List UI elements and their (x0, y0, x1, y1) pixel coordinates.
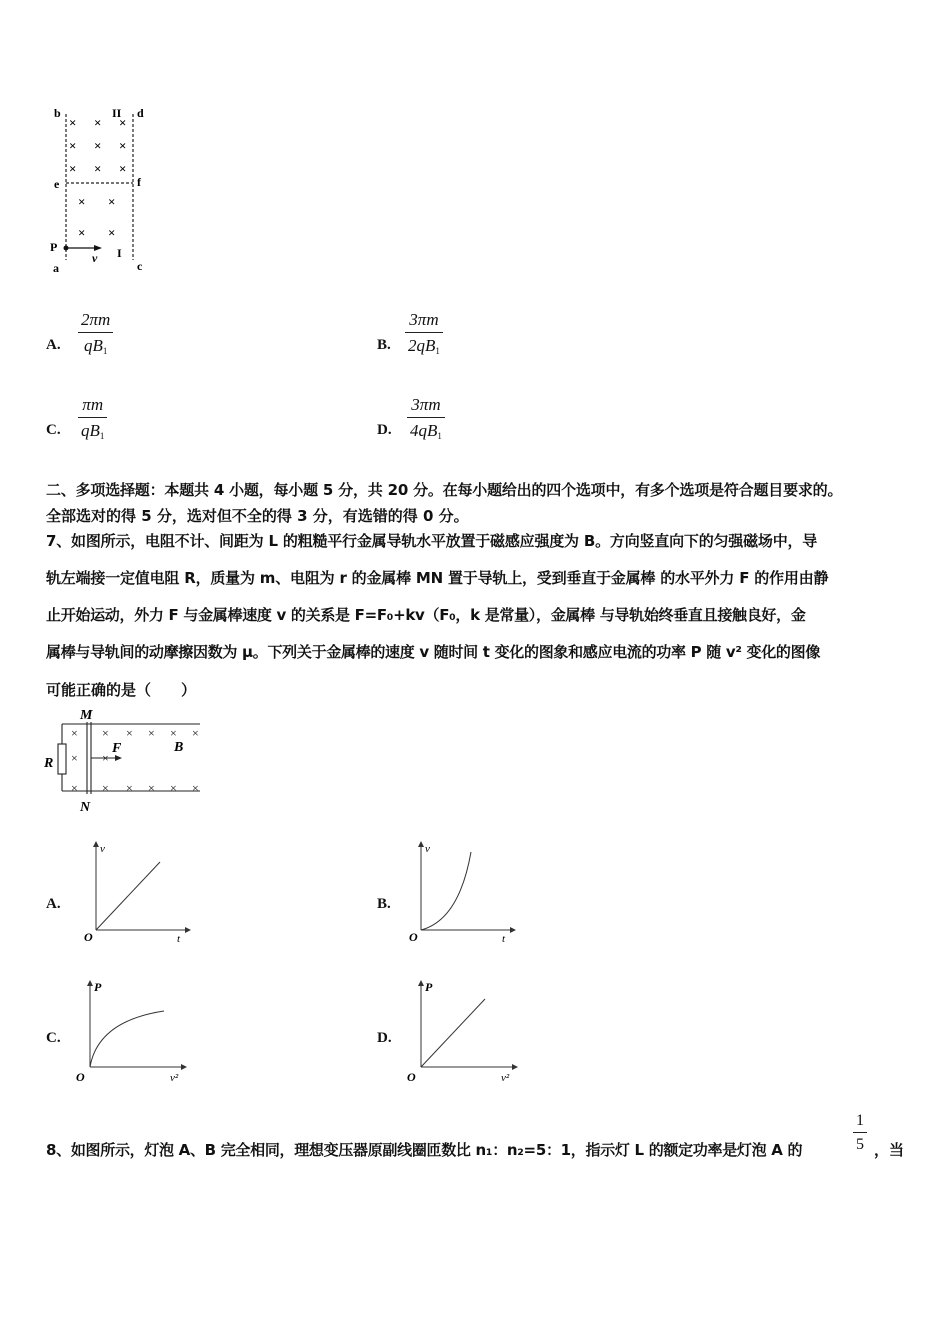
field-cross-icon: × (78, 194, 86, 209)
q7-option-c[interactable] (46, 975, 206, 1087)
field-cross-icon: × (71, 781, 78, 795)
fraction-numerator: πm (78, 395, 107, 418)
field-cross-icon: × (119, 115, 127, 130)
graph-v-t-curve (401, 838, 521, 948)
option-fraction (405, 310, 443, 356)
field-cross-icon: × (102, 781, 109, 795)
field-cross-icon: × (119, 161, 127, 176)
field-cross-icon: × (69, 161, 77, 176)
field-cross-icon: × (69, 115, 77, 130)
q7-line2: 轨左端接一定值电阻 R，质量为 m、电阻为 r 的金属棒 MN 置于导轨上，受到垂直于金属棒 的水平外力 F 的作用由静 (46, 569, 829, 587)
q7-option-b[interactable] (377, 838, 537, 948)
field-cross-icon: × (170, 781, 177, 795)
origin-label: O (84, 930, 93, 944)
label-II: II (112, 106, 122, 120)
option-letter: D. (377, 1030, 392, 1046)
axis-x-label: v² (170, 1072, 179, 1084)
q7-option-d[interactable] (377, 975, 537, 1087)
axis-x-label: t (177, 933, 181, 945)
field-cross-icon: × (69, 138, 77, 153)
option-letter: D. (377, 422, 392, 438)
label-M: M (80, 708, 93, 723)
label-N: N (80, 800, 91, 814)
field-cross-icon: × (108, 194, 116, 209)
field-cross-icon: × (126, 781, 133, 795)
figure-magnetic-region (44, 100, 164, 280)
label-v: v (92, 251, 98, 265)
field-cross-icon: × (192, 781, 199, 795)
fraction-numerator: 3πm (407, 395, 445, 418)
section2-line1: 二、多项选择题：本题共 4 小题，每小题 5 分，共 20 分。在每小题给出的四个选项中，有多个选项是符合题目要求的。 (46, 481, 843, 499)
option-fraction (407, 395, 445, 441)
option-letter: C. (46, 1030, 61, 1046)
fraction-denominator: 5 (856, 1136, 864, 1153)
field-cross-icon: × (94, 115, 102, 130)
label-F: F (112, 741, 122, 756)
field-cross-icon: × (94, 138, 102, 153)
label-b: b (54, 106, 61, 120)
graph-p-v2-curve (72, 975, 192, 1087)
label-c: c (137, 259, 143, 273)
fraction-numerator: 1 (853, 1112, 867, 1133)
q7-line3: 止开始运动，外力 F 与金属棒速度 v 的关系是 F=F₀+kv（F₀，k 是常量），金属棒 与导轨始终垂直且接触良好，金 (46, 606, 806, 624)
field-cross-icon: × (94, 161, 102, 176)
q7-option-a[interactable] (46, 838, 206, 948)
field-cross-icon: × (148, 781, 155, 795)
q8-tail: ，当 (874, 1141, 905, 1159)
option-letter: B. (377, 896, 391, 912)
origin-label: O (407, 1070, 416, 1084)
q7-line4: 属棒与导轨间的动摩擦因数为 μ。下列关于金属棒的速度 v 随时间 t 变化的图象和感应电流的功率 P 随 v² 变化的图像 (46, 643, 821, 661)
fraction-numerator: 2πm (78, 310, 113, 333)
label-f: f (137, 175, 141, 189)
label-a: a (53, 261, 59, 275)
axis-y-label: P (94, 980, 102, 994)
field-cross-icon: × (108, 225, 116, 240)
option-letter: B. (377, 337, 391, 353)
fraction-denominator: $qB_1$ (83, 336, 108, 356)
field-cross-icon: × (119, 138, 127, 153)
option-letter: A. (46, 337, 61, 353)
label-R: R (44, 756, 54, 771)
axis-y-label: v (425, 843, 430, 855)
axis-x-label: v² (501, 1072, 510, 1084)
axis-y-label: v (100, 843, 105, 855)
origin-label: O (409, 930, 418, 944)
fraction-denominator: $2qB_1$ (408, 336, 440, 356)
q7-line5: 可能正确的是（ ） (46, 681, 197, 699)
fraction-denominator: $qB_1$ (81, 421, 105, 441)
q7-line1: 7、如图所示，电阻不计、间距为 L 的粗糙平行金属导轨水平放置于磁感应强度为 B。方向竖直向下的匀强磁场中，导 (46, 532, 818, 550)
option-letter: C. (46, 422, 61, 438)
graph-curve (90, 1011, 164, 1067)
q8-fraction (853, 1112, 867, 1154)
field-cross-icon: × (102, 726, 109, 740)
fraction-numerator: 3πm (405, 310, 443, 333)
label-B: B (174, 740, 184, 755)
field-cross-icon: × (192, 726, 199, 740)
field-cross-icon: × (170, 726, 177, 740)
graph-line (421, 999, 485, 1067)
field-cross-icon: × (148, 726, 155, 740)
graph-curve (421, 852, 471, 930)
section2-line2: 全部选对的得 5 分，选对但不全的得 3 分，有选错的得 0 分。 (46, 507, 469, 525)
field-cross-icon: × (71, 751, 78, 765)
axis-x-label: t (502, 933, 506, 945)
figure-rails-resistor (40, 704, 210, 814)
axis-y-label: P (425, 980, 433, 994)
field-cross-icon: × (71, 726, 78, 740)
label-P: P (50, 240, 58, 254)
q8-line1: 8、如图所示，灯泡 A、B 完全相同，理想变压器原副线圈匝数比 n₁：n₂=5：1，指示灯 L 的额定功率是灯泡 A 的 (46, 1141, 803, 1159)
option-fraction (78, 310, 113, 356)
label-I: I (117, 246, 122, 260)
label-e: e (54, 177, 60, 191)
fraction-denominator: $4qB_1$ (410, 421, 442, 441)
graph-p-v2-linear (403, 975, 523, 1087)
graph-line (96, 862, 160, 930)
field-cross-icon: × (78, 225, 86, 240)
option-fraction (78, 395, 107, 441)
option-letter: A. (46, 896, 61, 912)
field-cross-icon: × (102, 751, 109, 765)
field-cross-icon: × (126, 726, 133, 740)
graph-v-t-linear (76, 838, 196, 948)
origin-label: O (76, 1070, 85, 1084)
label-d: d (137, 106, 144, 120)
